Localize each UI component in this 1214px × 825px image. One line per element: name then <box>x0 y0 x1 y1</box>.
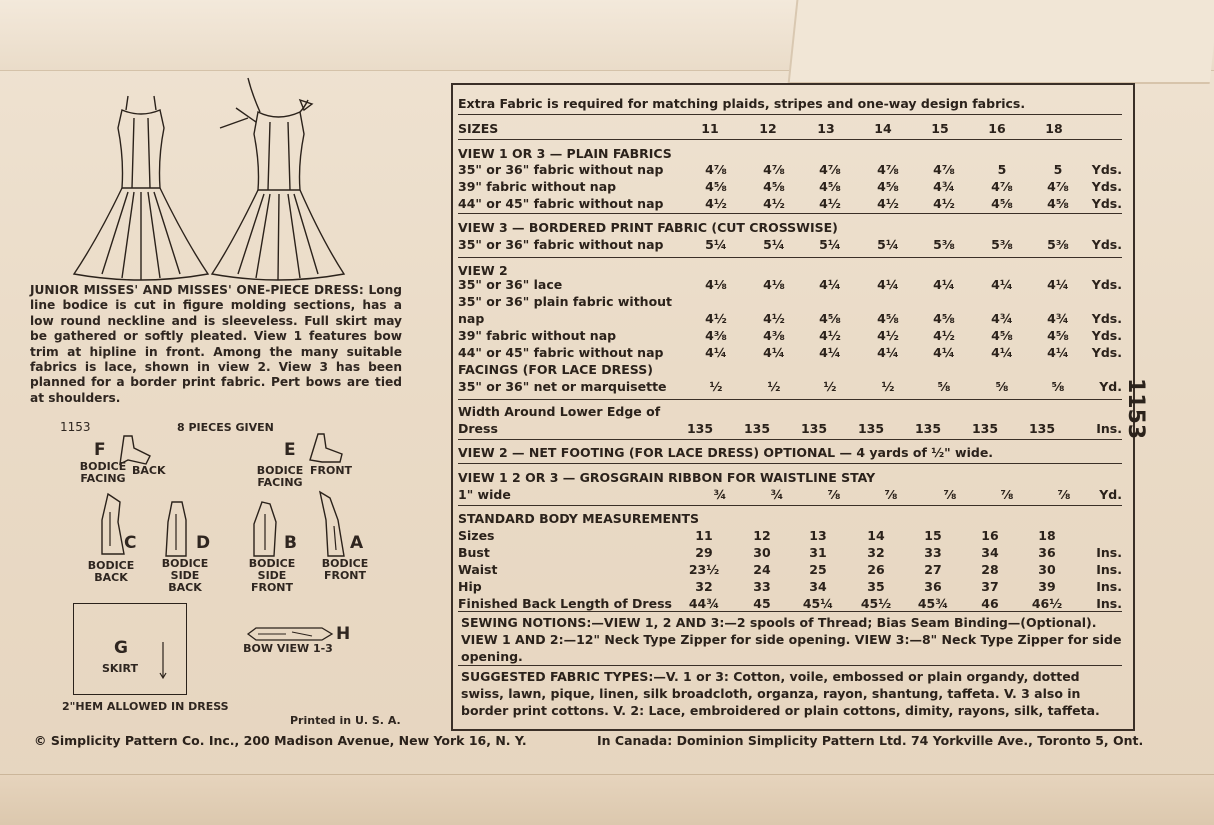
view2-value: ½ <box>823 379 837 394</box>
view2-value: 4¼ <box>819 277 841 292</box>
body-measure-value: 45½ <box>860 596 892 611</box>
view2-value: 4½ <box>877 328 899 343</box>
divider <box>458 505 1122 506</box>
grainline-arrow-icon <box>158 640 168 680</box>
grosgrain-value: ⅞ <box>884 487 898 502</box>
envelope-torn-flap <box>788 0 1214 84</box>
side-pattern-number: 1153 <box>1123 378 1148 440</box>
view2-label: 44" or 45" fabric without nap <box>458 345 664 360</box>
view3-unit: Yds. <box>1091 237 1122 252</box>
view2-value: 4⅝ <box>1047 328 1069 343</box>
body-measure-label: Hip <box>458 579 482 594</box>
view2-value: 4¼ <box>877 345 899 360</box>
size-col: 12 <box>759 121 777 136</box>
body-measure-value: 33 <box>924 545 942 560</box>
view2-value: 4¾ <box>991 311 1013 326</box>
body-measure-label: Finished Back Length of Dress <box>458 596 672 611</box>
view2-label: 35" or 36" lace <box>458 277 563 292</box>
piece-g-name: SKIRT <box>101 662 139 675</box>
view13-value: 4½ <box>877 196 899 211</box>
piece-letter-f: F <box>94 440 106 460</box>
view2-value: ⅝ <box>937 379 951 394</box>
body-measure-value: 25 <box>809 562 827 577</box>
view2-value: 4⅝ <box>819 311 841 326</box>
body-measure-value: 24 <box>753 562 771 577</box>
view2-value: 4¼ <box>991 345 1013 360</box>
size-col: 18 <box>1045 121 1063 136</box>
view3-title: VIEW 3 — BORDERED PRINT FABRIC (CUT CROSSWISE) <box>458 220 838 235</box>
view2-value: 4⅛ <box>763 277 785 292</box>
body-measure-value: 32 <box>695 579 713 594</box>
piece-b-name: BODICE SIDE FRONT <box>248 557 296 594</box>
view13-value: 4⅝ <box>819 179 841 194</box>
view13-value: 4⅝ <box>877 179 899 194</box>
body-measure-unit: Ins. <box>1096 562 1122 577</box>
body-measure-unit: Ins. <box>1096 545 1122 560</box>
grosgrain-title: VIEW 1 2 OR 3 — GROSGRAIN RIBBON FOR WAISTLINE STAY <box>458 470 876 485</box>
view13-value: 4¾ <box>933 179 955 194</box>
piece-letter-h: H <box>336 624 351 644</box>
view2-value: 4⅜ <box>705 328 727 343</box>
view2-value: 4⅝ <box>933 311 955 326</box>
divider <box>458 139 1122 140</box>
piece-letter-g: G <box>114 638 128 658</box>
body-measure-value: 14 <box>867 528 885 543</box>
body-measure-value: 30 <box>753 545 771 560</box>
view2-value: 4½ <box>763 311 785 326</box>
view2-value: 4¾ <box>1047 311 1069 326</box>
body-measure-value: 28 <box>981 562 999 577</box>
view2-value: ⅝ <box>995 379 1009 394</box>
body-measure-value: 12 <box>753 528 771 543</box>
view2-label: 35" or 36" net or marquisette <box>458 379 667 394</box>
view13-value: 4½ <box>933 196 955 211</box>
divider <box>458 439 1122 440</box>
body-measure-unit: Ins. <box>1096 596 1122 611</box>
view3-label: 35" or 36" fabric without nap <box>458 237 664 252</box>
body-measure-value: 23½ <box>688 562 720 577</box>
body-measure-value: 36 <box>1038 545 1056 560</box>
view2-title: VIEW 2 <box>458 263 508 278</box>
view2-value: 4¼ <box>1047 277 1069 292</box>
piece-g-skirt-box <box>73 603 187 695</box>
size-col: 14 <box>874 121 892 136</box>
body-title: STANDARD BODY MEASUREMENTS <box>458 511 700 526</box>
view2-value: 4¼ <box>933 277 955 292</box>
size-col: 11 <box>701 121 719 136</box>
body-measure-unit: Ins. <box>1096 579 1122 594</box>
view2-value: 4⅛ <box>705 277 727 292</box>
view13-unit: Yds. <box>1091 179 1122 194</box>
view13-value: 4⅞ <box>877 162 899 177</box>
body-measure-value: 32 <box>867 545 885 560</box>
suggested-fabrics: SUGGESTED FABRIC TYPES:—V. 1 or 3: Cotton, voile, embossed or plain organdy, dotted swiss, lawn, pique, linen, silk broadcloth, organza, rayon, shantung, taffeta. V. 3 also in border print cottons. V. 2: Lace, embroidered or plain cottons, dimity, rayons, silk, taffeta. <box>461 669 1100 718</box>
description-title: JUNIOR MISSES' AND MISSES' ONE-PIECE DRESS: <box>30 283 364 297</box>
body-measure-label: Waist <box>458 562 498 577</box>
body-measure-value: 46 <box>981 596 999 611</box>
view2-unit: Yd. <box>1099 379 1122 394</box>
piece-d-shape <box>162 500 192 558</box>
body-measure-value: 30 <box>1038 562 1056 577</box>
view2-value: 4⅜ <box>763 328 785 343</box>
view2-value: 4¼ <box>705 345 727 360</box>
body-measure-value: 15 <box>924 528 942 543</box>
grosgrain-value: ⅞ <box>1057 487 1071 502</box>
grosgrain-value: ¾ <box>713 487 727 502</box>
divider <box>458 114 1122 115</box>
view2-value: 4⅝ <box>877 311 899 326</box>
view13-unit: Yds. <box>1091 162 1122 177</box>
view13-value: 4⅞ <box>705 162 727 177</box>
view2-value: 4¼ <box>1047 345 1069 360</box>
width-unit: Ins. <box>1096 421 1122 436</box>
divider <box>458 399 1122 400</box>
divider <box>458 665 1122 666</box>
piece-a-name: BODICE FRONT <box>321 557 369 582</box>
body-measure-value: 18 <box>1038 528 1056 543</box>
grosgrain-label: 1" wide <box>458 487 511 502</box>
piece-e-extra: FRONT <box>310 464 353 477</box>
width-value: 135 <box>857 421 885 436</box>
view3-value: 5⅜ <box>1047 237 1069 252</box>
view2-value: 4½ <box>705 311 727 326</box>
view3-value: 5¼ <box>819 237 841 252</box>
grosgrain-value: ⅞ <box>943 487 957 502</box>
description-body: Long line bodice is cut in figure molding sections, has a low round neckline and is sleeveless. Full skirt may be gathered or softly pleated. View 1 features bow trim at hipline in front. Among the many suitable fabrics is lace, shown in view 2. View 3 has been planned for a border print fabric. Pert bows are tied at shoulders. <box>30 283 402 405</box>
net-footing: VIEW 2 — NET FOOTING (FOR LACE DRESS) OPTIONAL — 4 yards of ½" wide. <box>458 445 994 460</box>
view13-unit: Yds. <box>1091 196 1122 211</box>
body-measure-value: 35 <box>867 579 885 594</box>
view3-value: 5¼ <box>877 237 899 252</box>
view2-value: 4¼ <box>933 345 955 360</box>
view13-value: 4½ <box>705 196 727 211</box>
piece-c-name: BODICE BACK <box>87 559 135 584</box>
body-measure-value: 27 <box>924 562 942 577</box>
piece-f-extra: BACK <box>132 464 166 477</box>
width-label-1: Width Around Lower Edge of <box>458 404 661 419</box>
view2-value: 4⅝ <box>991 328 1013 343</box>
view2-value: ½ <box>881 379 895 394</box>
view13-value: 4½ <box>763 196 785 211</box>
body-measure-value: 16 <box>981 528 999 543</box>
view2-unit: Yds. <box>1091 311 1122 326</box>
view3-value: 5¼ <box>705 237 727 252</box>
body-measure-value: 45¾ <box>917 596 949 611</box>
view2-value: 4½ <box>819 328 841 343</box>
view3-value: 5⅜ <box>933 237 955 252</box>
width-value: 135 <box>743 421 771 436</box>
body-measure-value: 26 <box>867 562 885 577</box>
piece-h-bow-shape <box>242 626 334 642</box>
canada-line: In Canada: Dominion Simplicity Pattern Ltd. 74 Yorkville Ave., Toronto 5, Ont. <box>597 733 1144 748</box>
view2-value: 4¼ <box>991 277 1013 292</box>
view13-label: 35" or 36" fabric without nap <box>458 162 664 177</box>
view13-value: 5 <box>997 162 1007 177</box>
piece-d-name: BODICE SIDE BACK <box>161 557 209 594</box>
width-value: 135 <box>914 421 942 436</box>
view2-value: 4½ <box>933 328 955 343</box>
dress-sketch-view-front <box>208 74 348 284</box>
view2-unit: Yds. <box>1091 345 1122 360</box>
pieces-given: 8 PIECES GIVEN <box>177 421 274 434</box>
body-measure-value: 46½ <box>1031 596 1063 611</box>
pattern-number-small: 1153 <box>60 420 91 434</box>
view2-value: ⅝ <box>1051 379 1065 394</box>
view2-label: FACINGS (FOR LACE DRESS) <box>458 362 653 377</box>
view2-value: 4¼ <box>819 345 841 360</box>
piece-letter-b: B <box>284 533 297 553</box>
piece-letter-d: D <box>196 533 211 553</box>
body-measure-value: 36 <box>924 579 942 594</box>
body-measure-value: 39 <box>1038 579 1056 594</box>
divider <box>458 257 1122 258</box>
body-measure-value: 33 <box>753 579 771 594</box>
sewing-notions: SEWING NOTIONS:—VIEW 1, 2 AND 3:—2 spools of Thread; Bias Seam Binding—(Optional). VIEW 1 AND 2:—12" Neck Type Zipper for side opening. VIEW 3:—8" Neck Type Zipper for side opening. <box>461 615 1122 664</box>
size-col: 13 <box>817 121 835 136</box>
view13-value: 4⅝ <box>991 196 1013 211</box>
width-value: 135 <box>800 421 828 436</box>
piece-e-shape <box>304 432 346 466</box>
piece-letter-e: E <box>284 440 296 460</box>
view13-value: 4⅞ <box>933 162 955 177</box>
piece-h-name: BOW VIEW 1-3 <box>243 642 333 655</box>
view3-value: 5¼ <box>763 237 785 252</box>
view2-label: nap <box>458 311 485 326</box>
view13-value: 4⅞ <box>819 162 841 177</box>
view2-value: ½ <box>767 379 781 394</box>
view13-value: 4⅝ <box>1047 196 1069 211</box>
body-measure-value: 31 <box>809 545 827 560</box>
view13-value: 5 <box>1053 162 1063 177</box>
view13-value: 4⅝ <box>705 179 727 194</box>
envelope-bottom-band <box>0 774 1214 825</box>
piece-a-shape <box>316 490 350 558</box>
body-measure-label: Sizes <box>458 528 495 543</box>
divider <box>458 611 1122 612</box>
piece-letter-a: A <box>350 533 364 553</box>
body-measure-value: 44¾ <box>688 596 720 611</box>
printed-in-usa: Printed in U. S. A. <box>290 714 401 727</box>
view13-title: VIEW 1 OR 3 — PLAIN FABRICS <box>458 146 672 161</box>
view2-unit: Yds. <box>1091 328 1122 343</box>
view13-label: 39" fabric without nap <box>458 179 617 194</box>
body-measure-value: 45¼ <box>802 596 834 611</box>
body-measure-value: 11 <box>695 528 713 543</box>
sizes-label: SIZES <box>458 121 499 136</box>
view13-value: 4½ <box>819 196 841 211</box>
divider <box>458 463 1122 464</box>
extra-fabric-note: Extra Fabric is required for matching plaids, stripes and one-way design fabrics. <box>458 96 1026 111</box>
view13-value: 4⅞ <box>763 162 785 177</box>
view2-unit: Yds. <box>1091 277 1122 292</box>
piece-letter-c: C <box>124 533 137 553</box>
body-measure-value: 29 <box>695 545 713 560</box>
piece-e-name: BODICE FACING <box>256 464 304 489</box>
grosgrain-value: ⅞ <box>1000 487 1014 502</box>
divider <box>458 213 1122 214</box>
view2-value: 4¼ <box>763 345 785 360</box>
width-value: 135 <box>686 421 714 436</box>
size-col: 15 <box>931 121 949 136</box>
body-measure-label: Bust <box>458 545 490 560</box>
body-measure-value: 34 <box>809 579 827 594</box>
grosgrain-value: ⅞ <box>827 487 841 502</box>
body-measure-value: 34 <box>981 545 999 560</box>
view13-label: 44" or 45" fabric without nap <box>458 196 664 211</box>
dress-description <box>30 283 402 406</box>
width-value: 135 <box>1028 421 1056 436</box>
body-measure-value: 45 <box>753 596 771 611</box>
piece-b-shape <box>250 500 282 558</box>
view3-value: 5⅜ <box>991 237 1013 252</box>
view2-value: ½ <box>709 379 723 394</box>
grosgrain-unit: Yd. <box>1099 487 1122 502</box>
view13-value: 4⅞ <box>991 179 1013 194</box>
view2-value: 4¼ <box>877 277 899 292</box>
piece-f-name: BODICE FACING <box>79 460 127 485</box>
width-value: 135 <box>971 421 999 436</box>
body-measure-value: 13 <box>809 528 827 543</box>
copyright-line: © Simplicity Pattern Co. Inc., 200 Madison Avenue, New York 16, N. Y. <box>34 733 527 748</box>
view13-value: 4⅞ <box>1047 179 1069 194</box>
view13-value: 4⅝ <box>763 179 785 194</box>
size-col: 16 <box>988 121 1006 136</box>
view2-label: 35" or 36" plain fabric without <box>458 294 673 309</box>
width-label-2: Dress <box>458 421 498 436</box>
hem-note: 2"HEM ALLOWED IN DRESS <box>62 700 229 713</box>
view2-label: 39" fabric without nap <box>458 328 617 343</box>
body-measure-value: 37 <box>981 579 999 594</box>
grosgrain-value: ¾ <box>770 487 784 502</box>
dress-sketch-view-back <box>68 88 213 283</box>
